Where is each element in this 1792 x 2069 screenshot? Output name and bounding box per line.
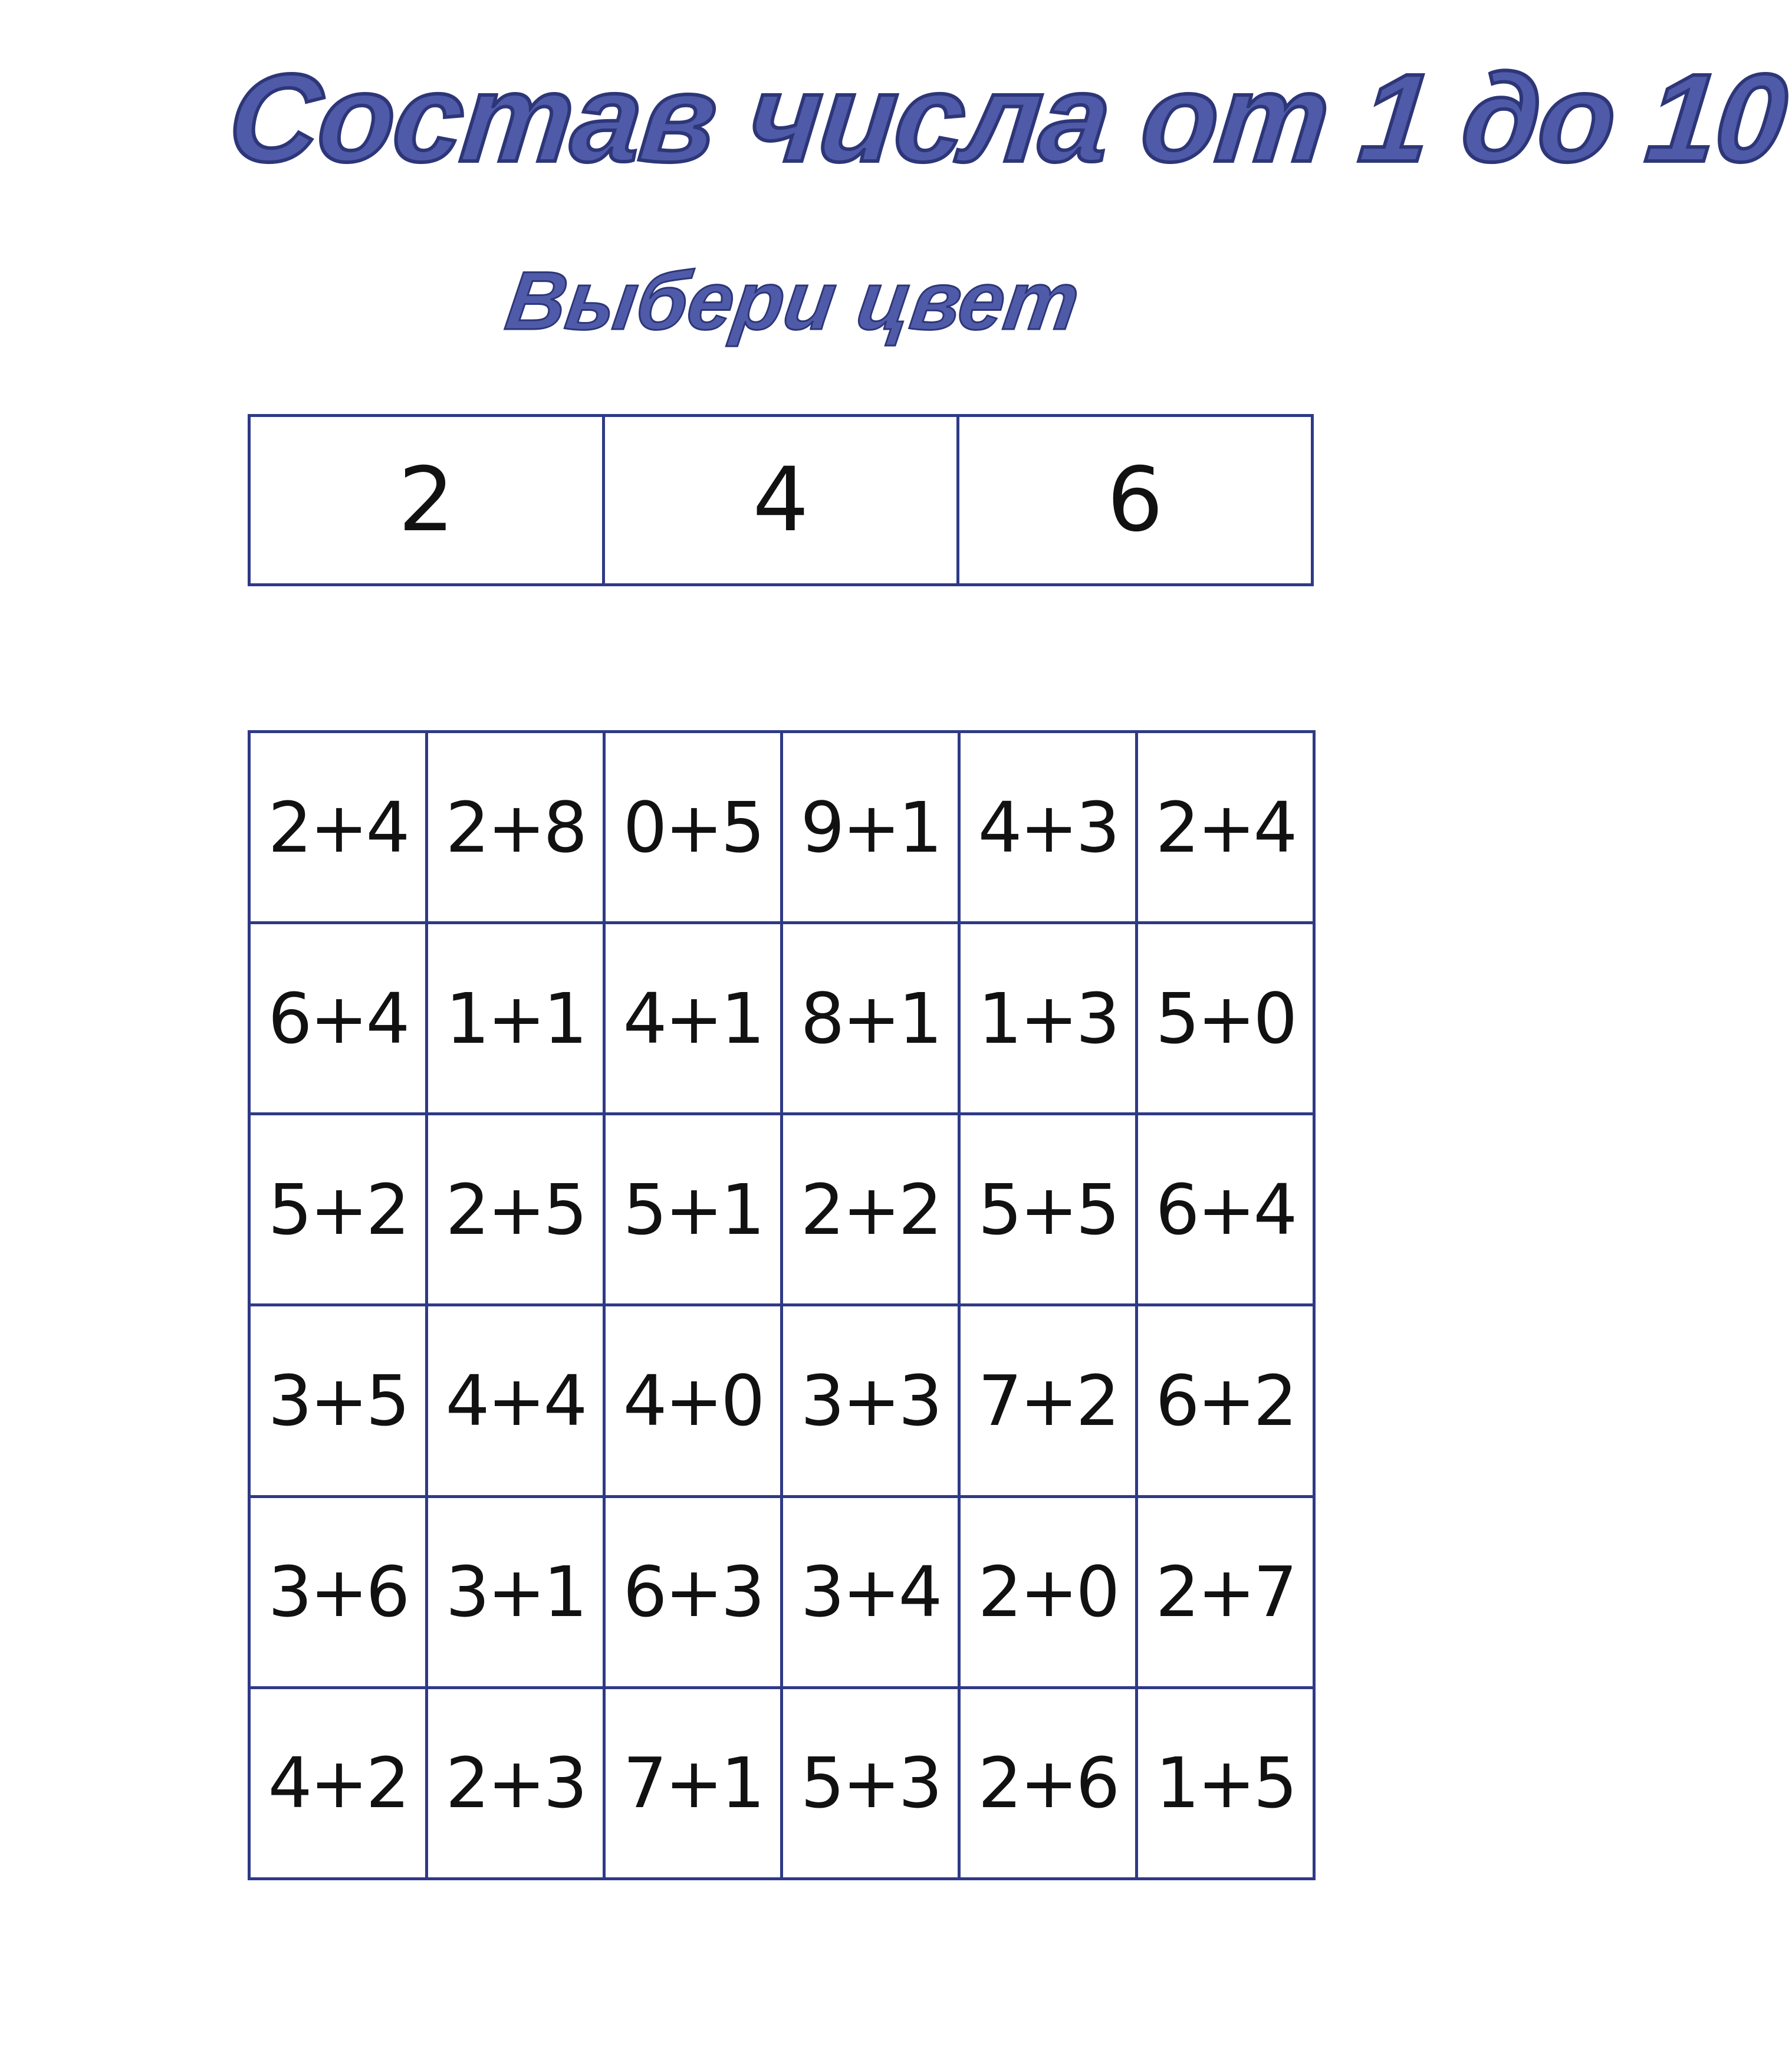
grid-cell[interactable]: 0+5 bbox=[604, 732, 782, 923]
page-title: Состав числа от 1 до 10 bbox=[222, 48, 1792, 188]
grid-cell[interactable]: 3+6 bbox=[249, 1496, 427, 1687]
expression-grid bbox=[248, 730, 1316, 1880]
grid-cell[interactable]: 4+2 bbox=[249, 1687, 427, 1878]
grid-cell[interactable]: 2+8 bbox=[427, 732, 604, 923]
grid-cell[interactable]: 6+2 bbox=[1137, 1305, 1314, 1496]
grid-cell[interactable]: 4+0 bbox=[604, 1305, 782, 1496]
grid-cell[interactable]: 1+3 bbox=[959, 923, 1137, 1114]
grid-row bbox=[249, 732, 1314, 923]
grid-cell[interactable]: 4+4 bbox=[427, 1305, 604, 1496]
color-choice-row bbox=[249, 416, 1313, 585]
grid-cell[interactable]: 2+4 bbox=[1137, 732, 1314, 923]
grid-cell[interactable]: 2+0 bbox=[959, 1496, 1137, 1687]
grid-cell[interactable]: 7+1 bbox=[604, 1687, 782, 1878]
grid-cell[interactable]: 3+1 bbox=[427, 1496, 604, 1687]
grid-cell[interactable]: 9+1 bbox=[782, 732, 959, 923]
grid-cell[interactable]: 6+4 bbox=[1137, 1114, 1314, 1305]
grid-cell[interactable]: 3+5 bbox=[249, 1305, 427, 1496]
grid-cell[interactable]: 6+3 bbox=[604, 1496, 782, 1687]
grid-cell[interactable]: 5+0 bbox=[1137, 923, 1314, 1114]
color-choice-cell[interactable]: 6 bbox=[958, 416, 1313, 585]
grid-row bbox=[249, 1496, 1314, 1687]
grid-cell[interactable]: 2+5 bbox=[427, 1114, 604, 1305]
page-subtitle: Выбери цвет bbox=[501, 254, 1086, 347]
grid-cell[interactable]: 5+2 bbox=[249, 1114, 427, 1305]
grid-cell[interactable]: 8+1 bbox=[782, 923, 959, 1114]
grid-cell[interactable]: 5+5 bbox=[959, 1114, 1137, 1305]
grid-cell[interactable]: 2+4 bbox=[249, 732, 427, 923]
color-choice-table bbox=[248, 414, 1314, 586]
grid-cell[interactable]: 1+1 bbox=[427, 923, 604, 1114]
grid-cell[interactable]: 2+6 bbox=[959, 1687, 1137, 1878]
grid-row bbox=[249, 923, 1314, 1114]
grid-row bbox=[249, 1305, 1314, 1496]
grid-cell[interactable]: 2+7 bbox=[1137, 1496, 1314, 1687]
grid-cell[interactable]: 3+4 bbox=[782, 1496, 959, 1687]
grid-cell[interactable]: 6+4 bbox=[249, 923, 427, 1114]
grid-row bbox=[249, 1687, 1314, 1878]
grid-cell[interactable]: 4+1 bbox=[604, 923, 782, 1114]
grid-cell[interactable]: 2+3 bbox=[427, 1687, 604, 1878]
grid-cell[interactable]: 3+3 bbox=[782, 1305, 959, 1496]
grid-cell[interactable]: 2+2 bbox=[782, 1114, 959, 1305]
grid-cell[interactable]: 1+5 bbox=[1137, 1687, 1314, 1878]
grid-cell[interactable]: 5+3 bbox=[782, 1687, 959, 1878]
grid-cell[interactable]: 7+2 bbox=[959, 1305, 1137, 1496]
grid-row bbox=[249, 1114, 1314, 1305]
grid-cell[interactable]: 5+1 bbox=[604, 1114, 782, 1305]
color-choice-cell[interactable]: 4 bbox=[604, 416, 958, 585]
color-choice-cell[interactable]: 2 bbox=[249, 416, 604, 585]
grid-cell[interactable]: 4+3 bbox=[959, 732, 1137, 923]
